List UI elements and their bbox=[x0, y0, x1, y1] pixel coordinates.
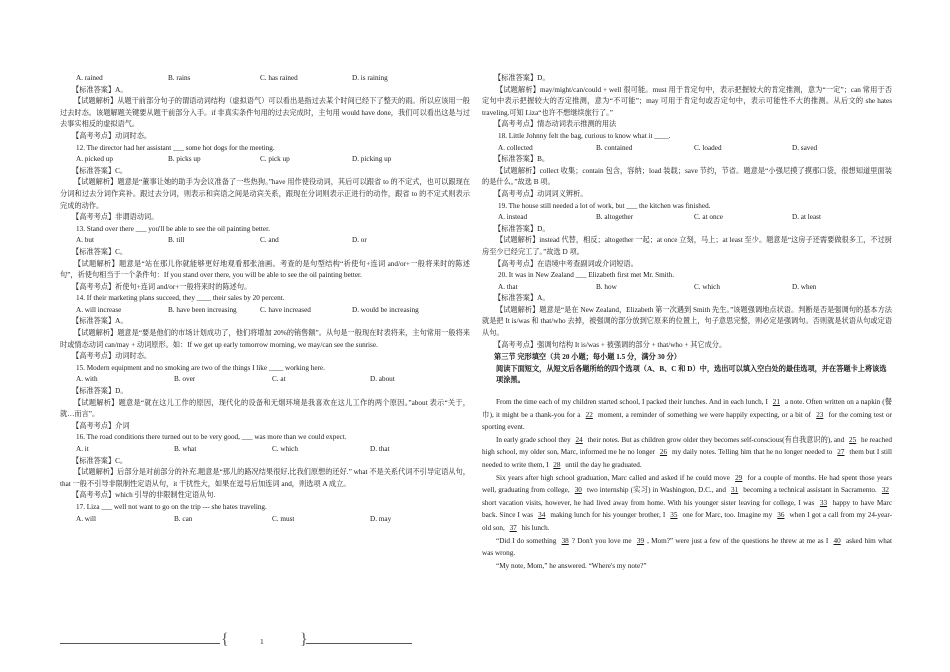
option: A. it bbox=[76, 445, 89, 453]
cloze-passage bbox=[482, 396, 892, 572]
blank-number: 38 bbox=[561, 536, 569, 545]
explanation-paragraph: 【试题解析】题意是“要是他们的市场计划成功了，他们将增加 20%的销售额”。从句是一般现在时表将来，主句常用一般将来时或情态动词 can/may + 动词原形。如：If we get up early tomorrow morning, we may/can see the sunrise. bbox=[60, 329, 470, 349]
blank-number: 29 bbox=[735, 473, 743, 482]
question-stem: 18. Little Johnny felt the bag, curious to know what it ____. bbox=[498, 131, 671, 140]
passage-text: them but I still needed to write them, I bbox=[482, 448, 892, 469]
option: B. over bbox=[174, 375, 196, 384]
explanation-paragraph: 【试题解析】题意是“是在 New Zealand，Elizabeth 第一次遇到 Smith 先生。”该题强调地点状语。判断是否是强调句的基本方法就是把 It is/was 和 that/who 去掉，被强调的部分放到它原来的位置上，句子意思完整，则必定是强调句。否则就是状语从句或定语从句。 bbox=[482, 305, 892, 338]
question-stem: 19. The house still needed a lot of work, but ___ the kitchen was finished. bbox=[498, 201, 711, 210]
answer-note: 【高考考点】祈使句+连词 and/or+一般将来时的陈述句。 bbox=[72, 282, 252, 291]
passage-text: his lunch. bbox=[519, 523, 550, 532]
answer-options bbox=[482, 282, 892, 294]
option: B. till bbox=[168, 236, 185, 245]
footer-rule-left bbox=[60, 643, 220, 644]
question-stem: 14. If their marketing plans succeed, they ____ their sales by 20 percent. bbox=[76, 294, 285, 303]
passage-text: two internship (实习) in Washington, D.C., and bbox=[584, 486, 729, 495]
answer-options bbox=[60, 374, 470, 386]
option: D. about bbox=[370, 375, 395, 384]
right-items bbox=[482, 73, 892, 351]
answer-options bbox=[60, 235, 470, 247]
question-stem: 13. Stand over there ___ you'll be able to see the oil painting better. bbox=[76, 224, 270, 233]
option: A. that bbox=[498, 282, 518, 291]
option: B. rains bbox=[168, 74, 191, 82]
question-stem: 16. The road conditions there turned out to be very good, ___ was more than we could expect. bbox=[76, 433, 347, 442]
passage-text: , Mom?” were just a few of the questions he threw at me as I bbox=[647, 536, 831, 545]
passage-text: happy to have Marc back. Since I was bbox=[482, 498, 893, 520]
option: D. when bbox=[792, 282, 817, 291]
answer-note: 【高考考点】非谓语动词。 bbox=[72, 213, 159, 222]
answer-note: 【标准答案】C。 bbox=[72, 166, 128, 175]
option: D. that bbox=[370, 445, 390, 453]
answer-note: 【高考考点】情态动词表示推测的用法 bbox=[494, 120, 617, 129]
option: D. may bbox=[370, 514, 392, 523]
option: D. or bbox=[352, 236, 367, 245]
explanation-paragraph: 【试题解析】题意是“就在这儿工作的原因，现代化的设备和无烟环境是我喜欢在这儿工作的两个原因。”about 表示“关于，就…而言”。 bbox=[60, 398, 470, 419]
option: C. and bbox=[260, 236, 279, 245]
option: A. but bbox=[76, 236, 94, 245]
passage-text: short vacation visits, however, he had lived away from home. With his younger sister leaving for college, I was bbox=[482, 498, 817, 507]
blank-number: 33 bbox=[819, 498, 828, 507]
option: A. instead bbox=[498, 213, 528, 222]
option: D. saved bbox=[792, 143, 818, 152]
blank-number: 40 bbox=[833, 536, 841, 545]
explanation-paragraph: 【试题解析】题意是“站在那儿你就能够更好地观看那张油画。考查的是句型结构“祈使句+连词 and/or+一般将来时的陈述句”，祈使句相当于一个条件句：If you stand over there, you will be able to see the oil painting better. bbox=[60, 259, 470, 280]
option: A. with bbox=[76, 375, 98, 384]
answer-note: 【标准答案】D。 bbox=[72, 387, 128, 396]
answer-note: 【高考考点】动词时态。 bbox=[72, 352, 152, 361]
option: C. must bbox=[272, 514, 295, 523]
passage-paragraph bbox=[482, 472, 892, 535]
passage-text: becoming a technical assistant in Sacramento. bbox=[741, 486, 879, 495]
option: B. contained bbox=[596, 143, 633, 152]
answer-options bbox=[60, 514, 470, 526]
page-footer bbox=[0, 633, 950, 653]
passage-text: until the day he graduated. bbox=[563, 461, 642, 469]
passage-text: making lunch for his younger brother, I bbox=[548, 511, 668, 520]
answer-note: 【标准答案】D。 bbox=[494, 74, 550, 82]
passage-text: asked him what was wrong. bbox=[482, 536, 892, 558]
explanation-paragraph: 【试题解析】collect 收集；contain 包含，容纳；load 装载；save 节约，节省。题意是“小强尼摸了摸那口袋，很想知道里面装的是什么。”故选 B 项。 bbox=[482, 166, 892, 187]
passage-text: In early grade school they bbox=[496, 435, 573, 444]
option: D. at least bbox=[792, 213, 821, 222]
blank-number: 21 bbox=[772, 398, 780, 407]
passage-text: for a couple of months. He had spent those years well, graduating from college, bbox=[482, 473, 892, 495]
answer-options bbox=[60, 305, 470, 317]
passage-text: From the time each of my children started school, I packed their lunches. And in each lunch, I bbox=[496, 398, 770, 407]
blank-number: 26 bbox=[659, 448, 668, 457]
blank-number: 24 bbox=[575, 435, 583, 444]
blank-number: 35 bbox=[670, 511, 678, 520]
answer-note: 【高考考点】强调句结构 It is/was + 被强调的部分 + that/who + 其它成分。 bbox=[494, 340, 727, 349]
question-stem: 15. Modern equipment and no smoking are two of the things I like ____ working here. bbox=[76, 363, 325, 372]
blank-number: 23 bbox=[816, 410, 824, 419]
blank-number: 25 bbox=[849, 435, 857, 444]
answer-note: 【高考考点】介词 bbox=[72, 421, 130, 430]
blank-number: 34 bbox=[538, 511, 546, 520]
option: C. at once bbox=[694, 213, 723, 222]
right-column bbox=[482, 73, 892, 572]
passage-text: Six years after high school graduation, Marc called and asked if he could move bbox=[496, 473, 733, 482]
option: A. picked up bbox=[76, 155, 113, 164]
explanation-paragraph: 【试题解析】后部分是对前部分的补充.题意是“那儿的路况结果很好,比我们原想的还好.” what 不是关系代词不引导定语从句，that 一般不引导非限制性定语从句，it 干扰性大，如果在逗号后加连词 and，则选项 A 成立。 bbox=[60, 468, 470, 488]
question-stem: 12. The director had her assistant ___ some hot dogs for the meeting. bbox=[76, 143, 275, 152]
passage-text: he reached high school, my older son, Marc, informed me he no longer bbox=[482, 435, 892, 457]
option: C. loaded bbox=[694, 143, 722, 152]
option: C. which bbox=[272, 445, 298, 453]
passage-text: “My note, Mom,” he answered. “Where's my note?” bbox=[496, 561, 647, 570]
explanation-paragraph: 【试题解析】从题干前部分句子的谓语动词结构（虚拟语气）可以看出是指过去某个时间已经下了整天的雨。所以应该用一般过去时态。该题解题关键要从题干前部分入手。if 非真实条件句用的过去完成时，主句用 would have done，我们可以看出这是与过去事实相反的虚拟语气。 bbox=[60, 97, 470, 129]
answer-note: 【标准答案】A。 bbox=[72, 85, 128, 94]
left-column bbox=[60, 73, 470, 525]
passage-paragraph bbox=[482, 434, 892, 472]
passage-text: a note. Often written on a napkin (餐巾), it might be a thank-you for a bbox=[482, 398, 892, 419]
answer-options bbox=[60, 154, 470, 166]
option: B. altogether bbox=[596, 213, 634, 222]
question-stem: 20. It was in New Zealand ___ Elizabeth first met Mr. Smith. bbox=[498, 271, 675, 280]
passage-paragraph bbox=[482, 560, 892, 573]
page-number: 1 bbox=[260, 637, 264, 646]
option: B. picks up bbox=[168, 155, 201, 164]
option: B. can bbox=[174, 514, 193, 523]
passage-text: when I got a call from my 24-year-old son, bbox=[482, 511, 892, 532]
answer-options bbox=[60, 444, 470, 456]
footer-rule-right bbox=[306, 643, 412, 644]
passage-text: ? Don't you love me bbox=[571, 536, 634, 545]
passage-text: my daily notes. Telling him that he no longer needed to bbox=[670, 448, 835, 457]
blank-number: 22 bbox=[585, 410, 593, 419]
option: B. how bbox=[596, 282, 617, 291]
blank-number: 32 bbox=[881, 486, 889, 495]
blank-number: 36 bbox=[777, 511, 785, 520]
blank-number: 30 bbox=[574, 486, 582, 495]
option: B. what bbox=[174, 445, 197, 453]
explanation-paragraph: 【试题解析】instead 代替，相反；altogether 一起；at once 立刻，马上；at least 至少。题意是“这房子还需要做很多工，不过厨房至少已经完工了。”故选 D 项。 bbox=[482, 236, 892, 256]
answer-note: 【高考考点】which 引导的非限制性定语从句. bbox=[72, 491, 216, 500]
option: A. rained bbox=[76, 74, 103, 82]
answer-note: 【标准答案】A。 bbox=[494, 294, 550, 303]
passage-paragraph bbox=[482, 396, 892, 434]
answer-options bbox=[482, 212, 892, 224]
question-stem: 17. Liza ___ well not want to go on the trip --- she hates traveling. bbox=[76, 502, 267, 511]
option: B. have been increasing bbox=[168, 305, 237, 314]
answer-note: 【标准答案】C。 bbox=[72, 247, 128, 256]
explanation-paragraph: 【试题解析】题意是“董事让她的助手为会议准备了一些热狗。”have 用作使役动词，其后可以跟省 to 的不定式，也可以跟现在分词和过去分词作宾补。跟过去分词，则表示和宾语之间是动宾关系，跟现在分词则表示正进行的动作，跟省 to 的不定式则表示完成的动作。 bbox=[60, 178, 470, 210]
option: D. would be increasing bbox=[352, 305, 419, 314]
section-directions: 阅读下面短文，从短文后各题所给的四个选项（A、B、C 和 D）中，选出可以填入空白处的最佳选项，并在答题卡上将该选项涂黑。 bbox=[496, 364, 887, 385]
answer-note: 【标准答案】B。 bbox=[494, 155, 550, 164]
option: A. collected bbox=[498, 143, 533, 152]
answer-note: 【标准答案】C。 bbox=[72, 456, 128, 465]
blank-number: 39 bbox=[636, 536, 645, 545]
explanation-paragraph: 【试题解析】may/might/can/could + well 很可能。must 用于肯定句中，表示把握较大的肯定推测，意为“一定”；can 常用于否定句中表示把握较大的否定推测，意为“不可能”；may 可用于肯定句或否定句中，表示可能性不大的推测。从后文的 she hates traveling.可知 Liza“也许不想继续旅行了。” bbox=[482, 85, 892, 117]
option: A. will increase bbox=[76, 305, 122, 314]
option: C. have increased bbox=[260, 305, 311, 314]
answer-note: 【标准答案】A。 bbox=[72, 317, 128, 326]
blank-number: 27 bbox=[837, 448, 845, 457]
option: C. pick up bbox=[260, 155, 290, 164]
option: A. will bbox=[76, 514, 96, 523]
passage-text: for the coming test or sporting event. bbox=[482, 410, 892, 432]
passage-text: moment, a reminder of something we were happily expecting, or a bit of bbox=[595, 410, 814, 419]
passage-text: “Did I do something bbox=[496, 536, 559, 545]
answer-note: 【高考考点】动词词义辨析。 bbox=[494, 189, 588, 198]
answer-options bbox=[60, 73, 470, 85]
answer-note: 【标准答案】D。 bbox=[494, 224, 550, 233]
blank-number: 31 bbox=[731, 486, 739, 495]
footer-brace-right: } bbox=[300, 631, 308, 648]
option: C. which bbox=[694, 282, 720, 291]
option: C. at bbox=[272, 375, 286, 384]
option: D. is raining bbox=[352, 74, 388, 82]
answer-note: 【高考考点】在语境中考查副词或介词短语。 bbox=[494, 259, 638, 268]
answer-options bbox=[482, 143, 892, 155]
option: C. has rained bbox=[260, 74, 298, 82]
passage-paragraph bbox=[482, 535, 892, 560]
footer-brace-left: { bbox=[221, 631, 229, 648]
answer-note: 【高考考点】动词时态。 bbox=[72, 131, 152, 140]
passage-text: their notes. But as children grow older they becomes self-conscious(有自我意识的), and bbox=[585, 435, 847, 444]
blank-number: 37 bbox=[509, 523, 517, 532]
passage-text: one for Marc, too. Imagine my bbox=[680, 511, 775, 520]
section-heading: 第三节 完形填空（共 20 小题；每小题 1.5 分，满分 30 分） bbox=[494, 353, 681, 362]
option: D. picking up bbox=[352, 155, 392, 164]
blank-number: 28 bbox=[553, 461, 561, 469]
